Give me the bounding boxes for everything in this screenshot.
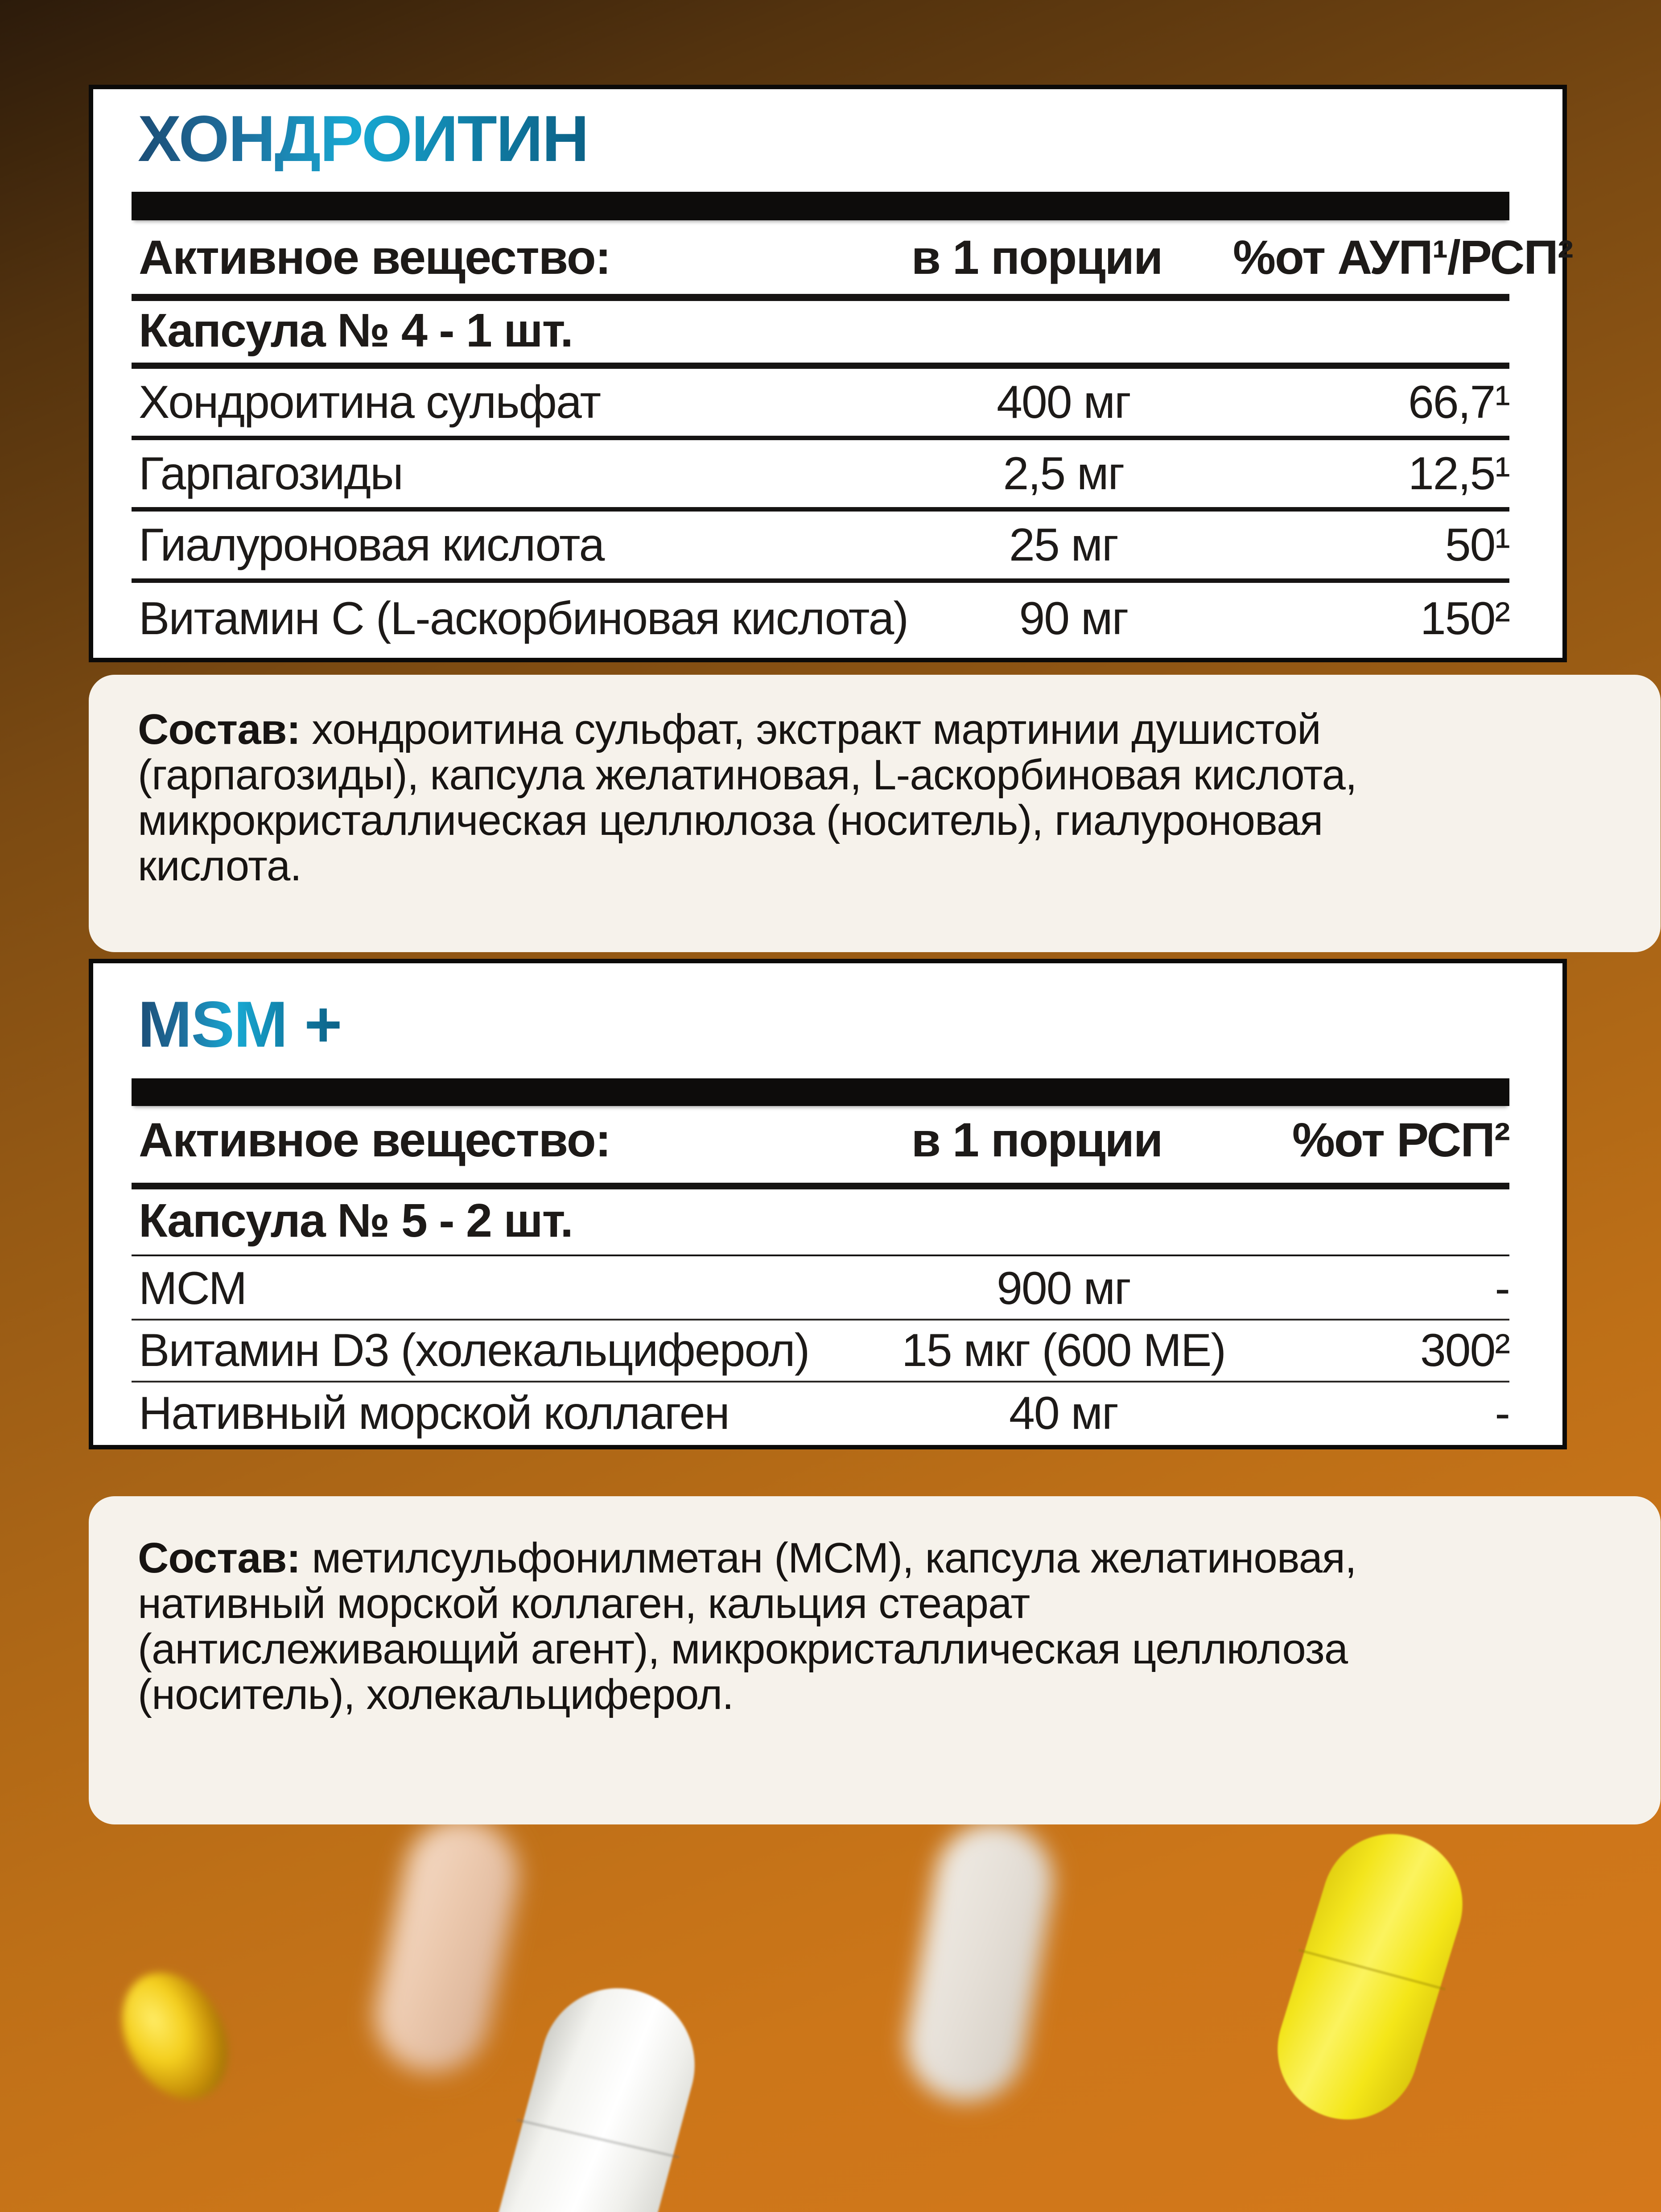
table-header-row bbox=[132, 1112, 1509, 1167]
ingredient-percent: - bbox=[1495, 1387, 1509, 1439]
composition-line: кислота. bbox=[138, 842, 301, 890]
table-top-bar bbox=[132, 1078, 1509, 1106]
ingredient-percent: 300² bbox=[1420, 1325, 1509, 1376]
ingredient-name: Витамин D3 (холекальциферол) bbox=[139, 1325, 809, 1376]
capsule-subheader: Капсула № 5 - 2 шт. bbox=[139, 1194, 573, 1247]
ingredient-amount: 400 мг bbox=[997, 376, 1130, 428]
composition-line: (гарпагозиды), капсула желатиновая, L-аскорбиновая кислота, bbox=[138, 751, 1357, 799]
table-row bbox=[132, 369, 1509, 440]
table-row bbox=[132, 1259, 1509, 1321]
ingredient-amount: 25 мг bbox=[1009, 519, 1118, 571]
white-capsule-icon bbox=[467, 1971, 712, 2212]
capsule-body bbox=[467, 1971, 712, 2212]
ingredient-percent: 150² bbox=[1420, 592, 1509, 644]
composition-label: Состав: bbox=[138, 1534, 301, 1582]
composition-block-msm bbox=[89, 1496, 1661, 1824]
gold-softgel-icon bbox=[101, 1954, 249, 2117]
capsule-body bbox=[1260, 1816, 1480, 2137]
divider bbox=[132, 363, 1509, 369]
composition-block-chondroitin bbox=[89, 675, 1661, 952]
capsule-body bbox=[365, 1808, 529, 2083]
table-row bbox=[132, 583, 1509, 654]
header-percent: %от РСП² bbox=[1292, 1112, 1509, 1167]
ingredient-name: Гарпагозиды bbox=[139, 447, 403, 499]
capsule-subheader-row bbox=[132, 306, 1509, 355]
header-substance: Активное вещество: bbox=[139, 1112, 610, 1167]
composition-label: Состав: bbox=[138, 706, 301, 753]
table-body bbox=[132, 369, 1509, 654]
msm-table-card bbox=[89, 959, 1567, 1449]
ingredient-amount: 90 мг bbox=[1019, 592, 1128, 644]
ingredient-amount: 40 мг bbox=[1009, 1387, 1118, 1439]
table-row bbox=[132, 1321, 1509, 1382]
composition-line bbox=[138, 707, 1616, 752]
capsule-subheader: Капсула № 4 - 1 шт. bbox=[139, 304, 573, 357]
blurred-white-capsule-icon bbox=[897, 1814, 1062, 2111]
composition-line bbox=[138, 1535, 1616, 1581]
table-body bbox=[132, 1259, 1509, 1444]
header-substance: Активное вещество: bbox=[139, 230, 610, 284]
section-title-msm: MSM + bbox=[138, 988, 342, 1061]
composition-text: метилсульфонилметан (МСМ), капсула желатиновая, bbox=[312, 1534, 1356, 1582]
ingredient-name: Нативный морской коллаген bbox=[139, 1387, 729, 1439]
capsule-body bbox=[897, 1814, 1062, 2111]
ingredient-percent: 66,7¹ bbox=[1408, 376, 1509, 428]
yellow-capsule-icon bbox=[1260, 1816, 1480, 2137]
ingredient-name: Витамин C (L-аскорбиновая кислота) bbox=[139, 592, 908, 644]
blurred-beige-capsule-icon bbox=[365, 1808, 529, 2083]
ingredient-percent: 12,5¹ bbox=[1408, 447, 1509, 499]
table-top-bar bbox=[132, 192, 1509, 220]
composition-line: нативный морской коллаген, кальция стеарат bbox=[138, 1580, 1030, 1627]
header-per-serving: в 1 порции bbox=[911, 1112, 1162, 1167]
ingredient-amount: 900 мг bbox=[997, 1263, 1130, 1314]
composition-line: (носитель), холекальциферол. bbox=[138, 1671, 734, 1718]
chondroitin-table-card bbox=[89, 85, 1573, 662]
ingredient-percent: - bbox=[1495, 1263, 1509, 1314]
ingredient-amount: 15 мкг (600 МЕ) bbox=[901, 1325, 1226, 1376]
ingredient-name: Гиалуроновая кислота bbox=[139, 519, 604, 571]
divider bbox=[132, 1183, 1509, 1189]
section-title-chondroitin: ХОНДРОИТИН bbox=[138, 102, 589, 175]
ingredient-percent: 50¹ bbox=[1445, 519, 1509, 571]
composition-line: (антислеживающий агент), микрокристаллическая целлюлоза bbox=[138, 1625, 1348, 1673]
divider bbox=[132, 294, 1509, 301]
ingredient-name: МСМ bbox=[139, 1263, 247, 1314]
ingredient-amount: 2,5 мг bbox=[1003, 447, 1124, 499]
capsule-subheader-row bbox=[132, 1194, 1509, 1247]
table-row bbox=[132, 440, 1509, 512]
table-row bbox=[132, 1382, 1509, 1444]
header-per-serving: в 1 порции bbox=[911, 230, 1162, 284]
table-header-row bbox=[132, 230, 1573, 284]
composition-text: хондроитина сульфат, экстракт мартинии душистой bbox=[312, 706, 1321, 753]
ingredient-name: Хондроитина сульфат bbox=[139, 376, 601, 428]
composition-line: микрокристаллическая целлюлоза (носитель), гиалуроновая bbox=[138, 796, 1323, 844]
divider bbox=[132, 1255, 1509, 1256]
table-row bbox=[132, 512, 1509, 583]
header-percent: %от АУП¹/РСП² bbox=[1233, 230, 1573, 284]
